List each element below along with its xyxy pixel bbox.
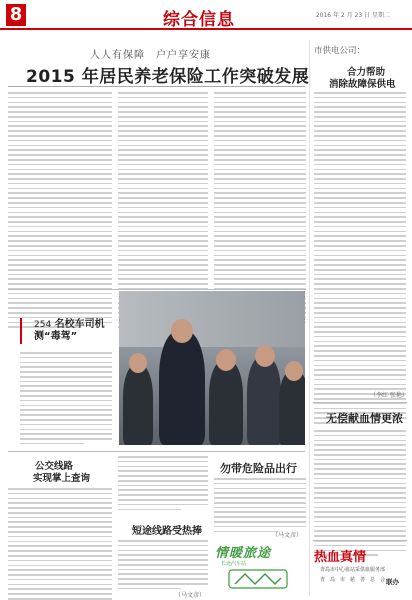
dangerous-goods-headline: 勿带危险品出行 (220, 462, 297, 475)
bus-station-icon (225, 566, 291, 590)
blood-donation-headline: 无偿献血情更浓 (326, 412, 403, 425)
hotline-org-1: 青岛市中心血站采供血服务部 (320, 567, 386, 573)
hotline-org-2: 青 岛 市 慈 善 总 会 (320, 577, 386, 583)
travel-logo (215, 542, 305, 592)
middle-top-body (118, 456, 208, 513)
feature-title-line2: 测“毒驾” (34, 331, 78, 342)
page-number: 8 (6, 4, 26, 26)
hotline-divider (313, 540, 407, 541)
short-route-body (118, 540, 208, 593)
bottom-divider (8, 451, 305, 452)
lead-kicker: 人人有保障 户户享安康 (90, 50, 211, 61)
bus-headline-line2: 实现掌上查询 (33, 473, 91, 484)
right-body (314, 92, 406, 427)
right-author: （李红 张艳） (370, 392, 408, 399)
right-headline-line1: 合力帮助 (347, 67, 386, 78)
hotline-title: 热血真情 (314, 550, 367, 565)
feature-accent-bar (20, 318, 22, 344)
page-header (0, 0, 412, 30)
bus-body (8, 488, 112, 600)
hotline-union: 联办 (386, 578, 399, 586)
right-divider (313, 402, 407, 403)
feature-title-line1: 名校车司机 (54, 319, 105, 330)
logo-subtext: 长途汽车站 (221, 561, 247, 567)
logo-text: 情暖旅途 (215, 546, 272, 561)
section-title: 综合信息 (163, 10, 235, 30)
issue-date: 2016 年 2 月 23 日 星期二 (315, 12, 390, 19)
dangerous-goods-body (214, 478, 306, 535)
feature-body (20, 352, 112, 448)
feature-headline (34, 319, 105, 343)
right-headline-line2: 消除故障保供电 (329, 79, 396, 90)
news-photo (119, 291, 305, 445)
short-route-headline: 短途线路受热捧 (132, 526, 202, 537)
lead-divider (8, 86, 305, 87)
lead-headline: 2015 年居民养老保险工作突破发展 (26, 67, 310, 87)
column-divider (309, 40, 310, 596)
dangerous-goods-author: （马文彦） (272, 532, 303, 539)
bus-headline-line1: 公交线路 (35, 461, 74, 472)
short-route-author: （马文彦） (175, 592, 206, 599)
right-source: 市供电公司： (314, 46, 366, 56)
section-divider (8, 289, 305, 290)
feature-number: 254 (34, 320, 52, 330)
lead-body-column-1 (8, 92, 112, 331)
